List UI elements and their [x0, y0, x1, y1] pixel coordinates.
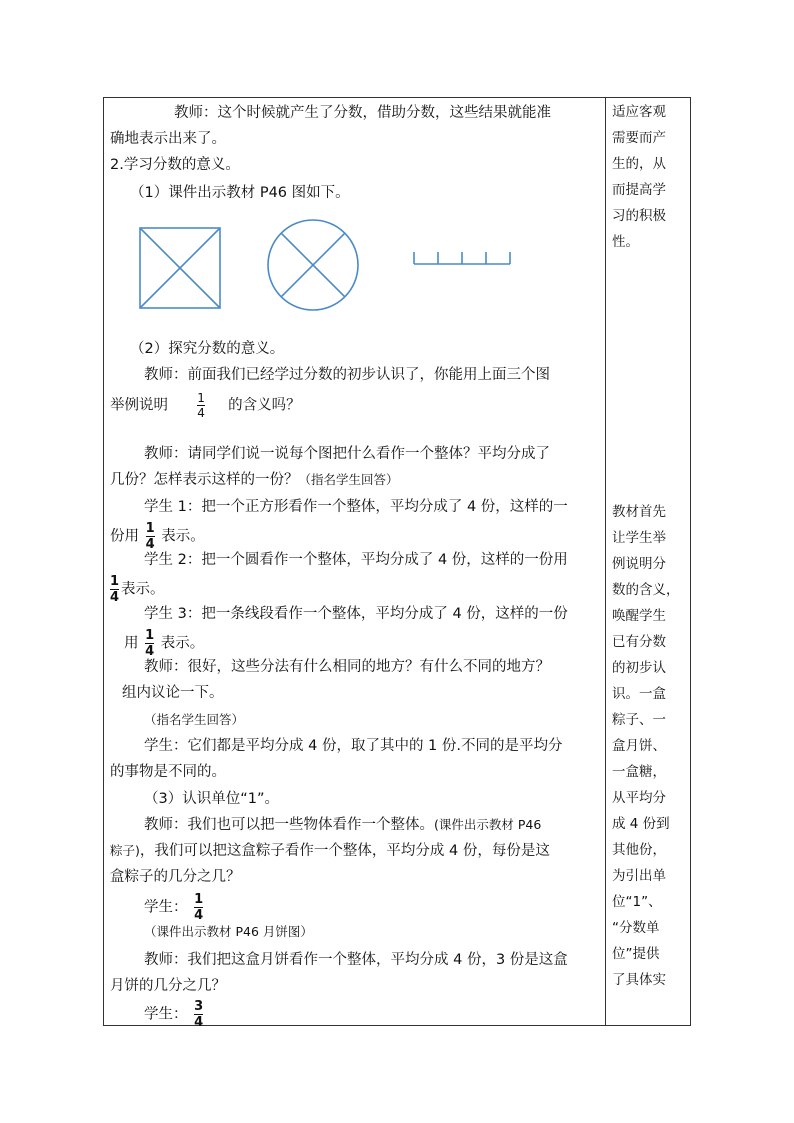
fraction-three-quarters: $\frac{3}{4}$ [194, 999, 204, 1030]
text-line: 教师：前面我们已经学过分数的初步认识了，你能用上面三个图 [144, 367, 550, 383]
side-line: 识。一盒 [612, 686, 666, 702]
fraction-one-quarter: $\frac{1}{4}$ [110, 574, 120, 605]
text-line [110, 522, 205, 551]
side-line: 一盒糖， [612, 764, 666, 780]
side-line: 数的含义， [612, 582, 680, 598]
text-line: 确地表示出来了。 [110, 131, 226, 147]
fraction-one-quarter: $\frac{1}{4}$ [145, 521, 155, 552]
side-line: 适应客观 [612, 104, 666, 120]
fraction-one-quarter: $\frac{1}{4}$ [197, 391, 205, 420]
text-span: 表示。 [121, 581, 165, 598]
text-line [144, 815, 541, 835]
side-line: “分数单 [612, 920, 660, 936]
text-span: 的含义吗？ [228, 397, 301, 414]
fraction-one-quarter: $\frac{1}{4}$ [194, 892, 204, 923]
side-line: 粽子、一 [612, 712, 666, 728]
text-span: 用 [124, 635, 139, 652]
text-line [110, 392, 301, 419]
side-line: 教材首先 [612, 504, 666, 520]
side-line: 生的，从 [612, 156, 666, 172]
text-line: （2）探究分数的意义。 [130, 341, 285, 357]
text-line: （1）课件出示教材 P46 图如下。 [130, 185, 350, 201]
text-line [144, 1000, 205, 1029]
text-line: 盒粽子的几分之几？ [110, 869, 241, 885]
text-span: ，我们可以把这盒粽子看作一个整体，平均分成 4 份，每份是这 [139, 843, 550, 859]
text-line: 学生 2：把一个圆看作一个整体，平均分成了 4 份，这样的一份用 [144, 552, 568, 568]
text-line [124, 629, 204, 658]
text-line: 学生：它们都是平均分成 4 份，取了其中的 1 份.不同的是平均分 [144, 738, 563, 754]
square-figure [139, 227, 221, 309]
text-line: （课件出示教材 P46 月饼图） [144, 924, 313, 939]
text-line [110, 470, 399, 490]
text-line: （指名学生回答） [144, 712, 245, 727]
section-heading: 2.学习分数的意义。 [110, 157, 240, 173]
side-line: 为引出单 [612, 868, 666, 884]
side-line: 位“1”、 [612, 894, 662, 910]
text-span: 学生： [144, 899, 188, 916]
text-line [110, 575, 165, 604]
side-line: 的初步认 [612, 660, 666, 676]
text-line: 教师：这个时候就产生了分数，借助分数，这些结果就能准 [174, 105, 551, 121]
side-line: 例说明分 [612, 556, 666, 572]
text-span: 粽子) [110, 843, 140, 858]
side-line: 唤醒学生 [612, 608, 666, 624]
side-line: 而提高学 [612, 182, 666, 198]
text-line: 月饼的几分之几？ [110, 978, 226, 994]
side-line: 已有分数 [612, 634, 666, 650]
text-span: 几份？怎样表示这样的一份？ [110, 472, 299, 488]
segment-figure [412, 248, 512, 268]
text-line: 学生 1：把一个正方形看作一个整体，平均分成了 4 份，这样的一 [144, 499, 568, 515]
text-line: （3）认识单位“1”。 [144, 791, 279, 807]
side-line: 让学生举 [612, 530, 666, 546]
side-line: 从平均分 [612, 790, 666, 806]
side-line: 性。 [612, 234, 639, 250]
side-line: 了具体实 [612, 972, 666, 988]
text-span: 学生： [144, 1006, 188, 1023]
circle-figure [266, 218, 360, 312]
side-line: 成 4 份到 [612, 816, 670, 832]
text-line: 组内议论一下。 [122, 685, 224, 701]
text-line: 教师：我们把这盒月饼看作一个整体，平均分成 4 份，3 份是这盒 [144, 952, 568, 968]
text-line [144, 893, 205, 922]
text-span: 表示。 [160, 635, 205, 652]
side-line: 习的积极 [612, 208, 666, 224]
side-line: 其他份， [612, 842, 666, 858]
text-line: 教师：很好，这些分法有什么相同的地方？有什么不同的地方？ [144, 659, 550, 675]
side-line: 位”提供 [612, 946, 660, 962]
side-line: 盒月饼、 [612, 738, 666, 754]
side-line: 需要而产 [612, 130, 666, 146]
text-span: 份用 [110, 528, 139, 545]
text-span: (课件出示教材 P46 [434, 817, 542, 832]
fraction-one-quarter: $\frac{1}{4}$ [145, 628, 155, 659]
text-span: 举例说明 [110, 397, 168, 414]
text-span: （指名学生回答） [298, 472, 399, 487]
text-line: 学生 3：把一条线段看作一个整体，平均分成了 4 份，这样的一份 [144, 606, 568, 622]
text-line: 教师：请同学们说一说每个图把什么看作一个整体？平均分成了 [144, 446, 550, 462]
column-divider [605, 97, 606, 1026]
text-span: 表示。 [161, 528, 205, 545]
text-line [110, 841, 550, 861]
text-line: 的事物是不同的。 [110, 764, 226, 780]
text-span: 教师：我们也可以把一些物体看作一个整体。 [144, 817, 434, 833]
